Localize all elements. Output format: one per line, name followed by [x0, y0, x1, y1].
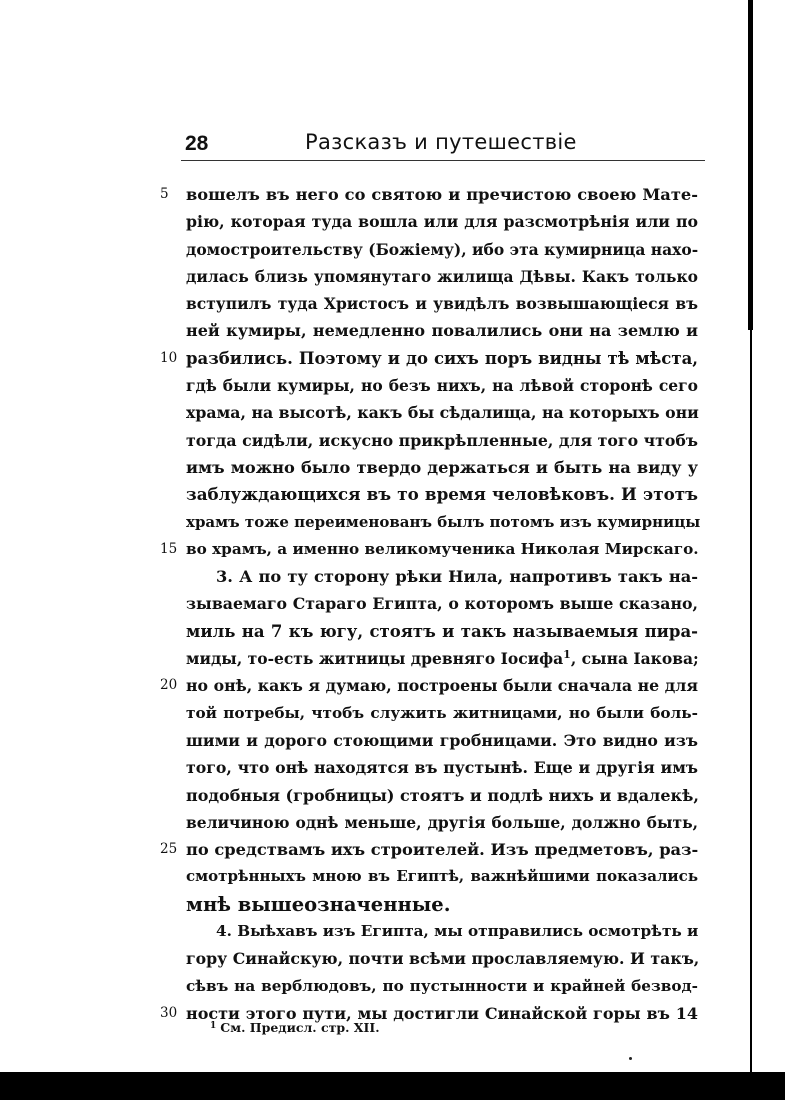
text-line	[186, 208, 698, 235]
text-line	[186, 372, 698, 399]
text-line	[186, 509, 701, 536]
line-number: 30	[160, 1004, 178, 1021]
line-text: того, что онѣ находятся въ пустынѣ. Еще и другія имъ	[186, 758, 698, 778]
line-number: 10	[160, 349, 178, 366]
line-text: дилась близь упомянутаго жилища Дѣвы. Какъ только	[186, 266, 698, 286]
header-rule	[181, 160, 705, 161]
line-text: миль на 7 къ югу, стоятъ и такъ называемыя пира-	[186, 621, 698, 641]
text-line	[160, 181, 698, 208]
text-line	[186, 863, 698, 890]
line-text: мнѣ вышеозначенные.	[186, 892, 451, 916]
text-line	[186, 399, 698, 426]
text-line	[186, 427, 698, 454]
line-text: 4. Выѣхавъ изъ Египта, мы отправились осмотрѣть и	[216, 922, 699, 941]
text-line	[186, 590, 698, 617]
scan-speck	[629, 1057, 632, 1060]
text-line	[186, 317, 698, 344]
line-text: по средствамъ ихъ строителей. Изъ предметовъ, раз-	[186, 840, 699, 860]
text-line	[186, 700, 698, 727]
line-number: 15	[160, 540, 178, 557]
running-head	[181, 130, 701, 160]
line-text: храмъ тоже переименованъ былъ потомъ изъ кумирницы	[186, 512, 701, 531]
text-line	[186, 727, 698, 754]
line-text: ней кумиры, немедленно повалились они на землю и	[186, 321, 698, 341]
line-text-continued: , сына Іакова;	[570, 649, 699, 669]
line-number: 25	[160, 841, 178, 858]
line-text: подобныя (гробницы) стоятъ и подлѣ нихъ и вдалекѣ,	[186, 785, 699, 805]
line-text: вошелъ въ него со святою и пречистою своею Мате-	[186, 185, 698, 204]
line-text: домостроительству (Божіему), ибо эта кумирница нахо-	[186, 239, 699, 259]
scan-edge-right-thin	[750, 330, 752, 1072]
line-text: гору Синайскую, почти всѣми прославляемую. И такъ,	[186, 949, 700, 969]
line-text: сѣвъ на верблюдовъ, по пустынности и крайней безвод-	[186, 976, 698, 995]
line-text: храма, на высотѣ, какъ бы сѣдалища, на которыхъ они	[186, 403, 699, 423]
scan-edge-right	[748, 0, 753, 330]
line-text: ности этого пути, мы достигли Синайской горы въ 14	[186, 1003, 698, 1023]
line-text: имъ можно было твердо держаться и быть на виду у	[186, 457, 698, 477]
page-number: 28	[185, 132, 209, 155]
line-number: 5	[160, 186, 169, 202]
line-text: заблуждающихся въ то время человѣковъ. И этотъ	[186, 484, 698, 505]
text-line	[186, 918, 698, 945]
text-line	[186, 263, 698, 290]
text-line	[186, 973, 698, 1000]
text-line	[186, 782, 698, 809]
text-line	[186, 618, 698, 645]
text-line	[160, 672, 698, 699]
text-line	[160, 345, 698, 372]
line-text: рію, которая туда вошла или для разсмотрѣнія или по	[186, 212, 698, 232]
footnote-text: См. Предисл. стр. XII.	[220, 1020, 380, 1035]
footnote-reference: 1	[563, 648, 571, 662]
line-text: разбились. Поэтому и до сихъ поръ видны тѣ мѣста,	[186, 348, 698, 368]
line-number: 20	[160, 677, 178, 694]
text-line	[186, 481, 698, 508]
text-line	[186, 563, 698, 590]
line-text: во храмъ, а именно великомученика Николая Мирскаго.	[186, 539, 699, 558]
text-line	[186, 754, 698, 781]
line-text: вступилъ туда Христосъ и увидѣлъ возвышающіеся въ	[186, 294, 698, 314]
line-text: смотрѣнныхъ мною въ Египтѣ, важнѣйшими показались	[186, 867, 698, 886]
footnote-mark: 1	[210, 1021, 217, 1031]
text-line	[186, 945, 698, 972]
text-line	[160, 836, 699, 863]
text-line	[186, 290, 698, 317]
text-line	[186, 236, 698, 263]
line-text: но онѣ, какъ я думаю, построены были сначала не для	[186, 676, 698, 696]
footnote	[210, 1020, 380, 1035]
line-text: той потребы, чтобъ служить житницами, но были боль-	[186, 703, 698, 722]
line-text: зываемаго Стараго Египта, о которомъ выше сказано,	[186, 594, 698, 614]
text-line	[186, 809, 698, 836]
running-title: Разсказъ и путешествіе	[305, 130, 577, 154]
line-text: шими и дорого стоющими гробницами. Это видно изъ	[186, 730, 698, 750]
line-text: величиною однѣ меньше, другія больше, должно быть,	[186, 812, 698, 832]
line-text: тогда сидѣли, искусно прикрѣпленные, для того чтобъ	[186, 430, 698, 450]
line-text: гдѣ были кумиры, но безъ нихъ, на лѣвой сторонѣ сего	[186, 376, 698, 396]
line-text: миды, то-есть житницы древняго Іосифа	[186, 649, 564, 669]
text-line	[160, 536, 699, 563]
body-text	[160, 181, 701, 1027]
text-line	[186, 645, 698, 672]
scan-edge-bottom	[0, 1072, 785, 1100]
line-text: 3. А по ту сторону рѣки Нила, напротивъ такъ на-	[216, 567, 698, 587]
text-line	[186, 454, 698, 481]
text-line	[186, 891, 698, 918]
